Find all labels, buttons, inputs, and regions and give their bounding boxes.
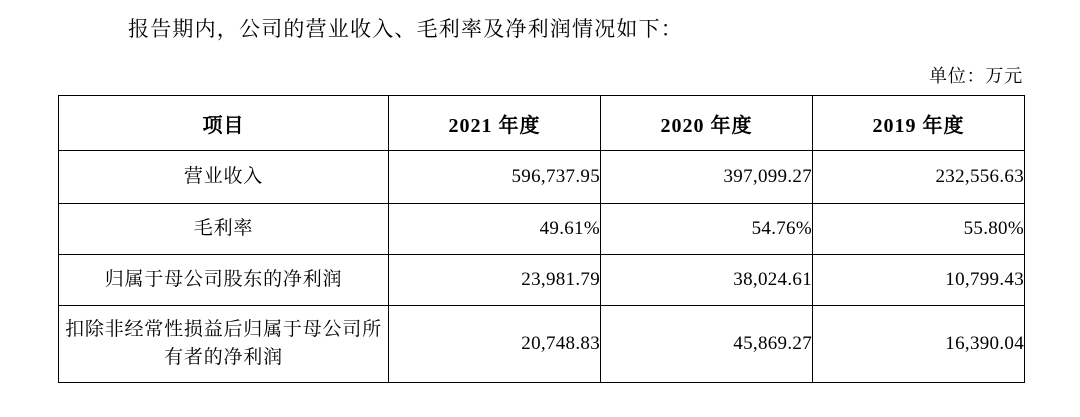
table-row — [59, 306, 1025, 383]
row-value-2019: 10,799.43 — [813, 255, 1025, 306]
table-row — [59, 255, 1025, 306]
row-value-2020: 38,024.61 — [601, 255, 813, 306]
unit-note: 单位：万元 — [929, 66, 1023, 86]
financial-table-wrapper — [58, 95, 1024, 383]
column-header-2021: 2021 年度 — [389, 96, 601, 151]
row-value-2020: 54.76% — [601, 204, 813, 255]
table-row — [59, 204, 1025, 255]
column-header-item: 项目 — [59, 96, 389, 151]
intro-paragraph: 报告期内，公司的营业收入、毛利率及净利润情况如下： — [128, 17, 683, 41]
row-value-2020: 397,099.27 — [601, 151, 813, 204]
row-value-2019: 232,556.63 — [813, 151, 1025, 204]
column-header-2020: 2020 年度 — [601, 96, 813, 151]
row-value-2021: 23,981.79 — [389, 255, 601, 306]
column-header-2019: 2019 年度 — [813, 96, 1025, 151]
financial-table — [58, 95, 1025, 383]
row-value-2021: 596,737.95 — [389, 151, 601, 204]
row-label: 营业收入 — [59, 151, 389, 204]
table-row — [59, 151, 1025, 204]
row-value-2021: 49.61% — [389, 204, 601, 255]
row-label: 扣除非经常性损益后归属于母公司所有者的净利润 — [59, 306, 389, 383]
row-label: 归属于母公司股东的净利润 — [59, 255, 389, 306]
row-value-2019: 55.80% — [813, 204, 1025, 255]
row-value-2020: 45,869.27 — [601, 306, 813, 383]
row-label: 毛利率 — [59, 204, 389, 255]
row-value-2021: 20,748.83 — [389, 306, 601, 383]
table-header-row — [59, 96, 1025, 151]
row-value-2019: 16,390.04 — [813, 306, 1025, 383]
